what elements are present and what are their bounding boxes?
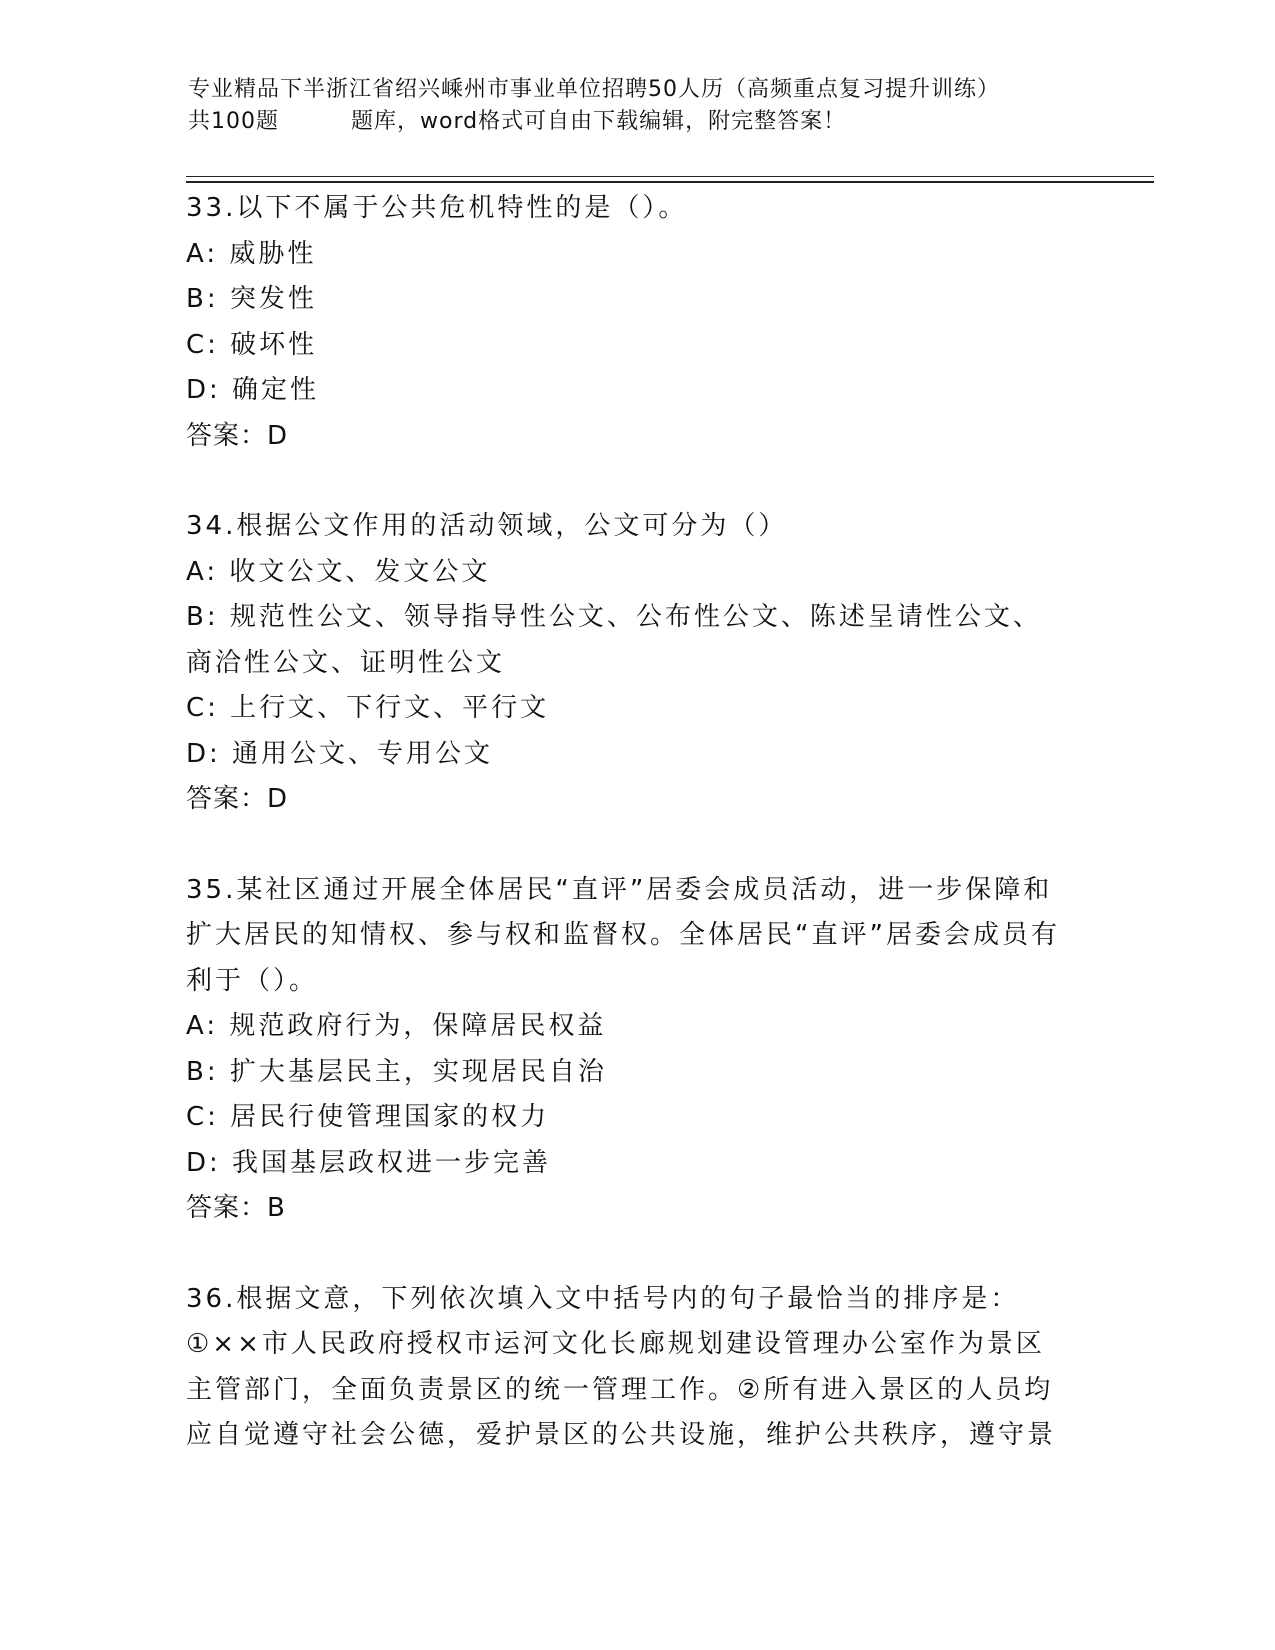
option-a: A: 收文公文、发文公文 — [186, 556, 491, 587]
header-title-line: 专业精品下半浙江省绍兴嵊州市事业单位招聘50人历（高频重点复习提升训练） — [188, 77, 1000, 102]
option-a: A: 规范政府行为，保障居民权益 — [186, 1011, 607, 1041]
document-header — [188, 74, 1088, 138]
header-divider-thick — [186, 181, 1154, 183]
option-a: A: 威胁性 — [186, 238, 317, 269]
header-description: 题库，word格式可自由下载编辑，附完整答案！ — [351, 109, 847, 134]
question-stem: 35.某社区通过开展全体居民“直评”居委会成员活动，进一步保障和扩大居民的知情权、参与权和监督权。全体居民“直评”居委会成员有利于（）。 — [186, 874, 1060, 996]
question-35 — [186, 868, 1066, 1232]
question-passage: ①××市人民政府授权市运河文化长廊规划建设管理办公室作为景区主管部门，全面负责景区的统一管理工作。②所有进入景区的人员均应自觉遵守社会公德，爱护景区的公共设施，维护公共秩序，遵守景 — [186, 1329, 1057, 1450]
header-question-count: 共100题 — [188, 109, 279, 134]
option-b: B: 扩大基层民主，实现居民自治 — [186, 1056, 607, 1087]
option-b: B: 突发性 — [186, 284, 317, 314]
option-d: D: 通用公文、专用公文 — [186, 738, 494, 769]
question-stem: 33.以下不属于公共危机特性的是（）。 — [186, 193, 688, 223]
question-stem: 34.根据公文作用的活动领域，公文可分为（） — [186, 511, 788, 541]
option-d: D: 我国基层政权进一步完善 — [186, 1147, 552, 1178]
answer: 答案：D — [186, 420, 289, 451]
answer: 答案：B — [186, 1193, 286, 1223]
question-list — [186, 186, 1066, 1504]
header-subtitle-line — [188, 106, 1088, 138]
option-c: C: 上行文、下行文、平行文 — [186, 693, 550, 723]
option-c: C: 居民行使管理国家的权力 — [186, 1102, 550, 1132]
answer: 答案：D — [186, 784, 289, 814]
question-stem: 36.根据文意，下列依次填入文中括号内的句子最恰当的排序是： — [186, 1283, 1020, 1314]
question-33 — [186, 186, 1066, 459]
option-d: D: 确定性 — [186, 375, 320, 405]
question-36 — [186, 1277, 1066, 1459]
option-c: C: 破坏性 — [186, 329, 318, 360]
question-34 — [186, 504, 1066, 823]
header-divider-thin — [186, 176, 1154, 177]
option-b: B: 规范性公文、领导指导性公文、公布性公文、陈述呈请性公文、商洽性公文、证明性公文 — [186, 602, 1042, 678]
